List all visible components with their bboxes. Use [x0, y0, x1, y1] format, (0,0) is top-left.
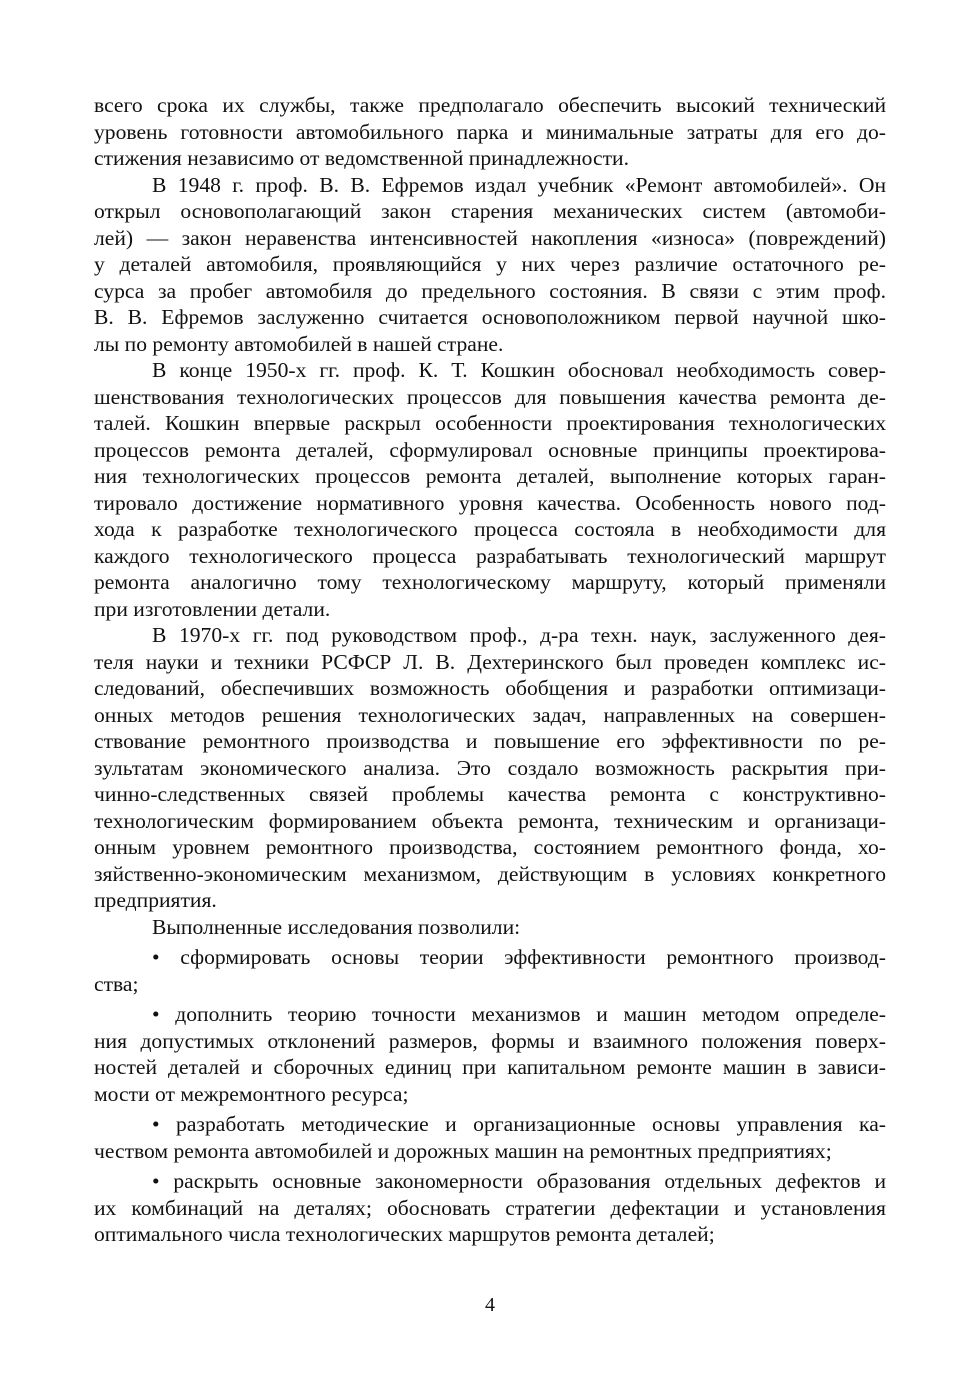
text-line: шенствования технологических процессов для повышения качества ремонта де-	[94, 384, 886, 409]
text-line: В 1970-х гг. под руководством проф., д-ра техн. наук, заслуженного дея-	[152, 623, 886, 647]
text-line: чеством ремонта автомобилей и дорожных машин на ремонтных предприятиях;	[94, 1138, 832, 1163]
text-line: зультатам экономического анализа. Это создало возможность раскрытия при-	[94, 755, 886, 780]
text-line: при изготовлении детали.	[94, 596, 331, 621]
text-line: талей. Кошкин впервые раскрыл особенности проектирования технологических	[94, 411, 886, 435]
text-line: В 1948 г. проф. В. В. Ефремов издал учебник «Ремонт автомобилей». Он	[152, 172, 886, 197]
text-line: ства;	[94, 971, 139, 996]
bullet-list-item	[94, 944, 886, 997]
paragraph	[94, 92, 886, 172]
text-line: • дополнить теорию точности механизмов и машин методом определе-	[152, 1002, 886, 1026]
text-line: сурса за пробег автомобиля до предельного состояния. В связи с этим проф.	[94, 278, 886, 303]
bullet-list-item	[94, 1111, 886, 1164]
text-line: открыл основополагающий закон старения механических систем (автомоби-	[94, 199, 886, 223]
text-line: процессов ремонта деталей, сформулировал основные принципы проектирова-	[94, 437, 886, 462]
text-line: всего срока их службы, также предполагало обеспечить высокий технический	[94, 93, 886, 117]
text-line: у деталей автомобиля, проявляющийся у них через различие остаточного ре-	[94, 252, 886, 276]
text-line: ния технологических процессов ремонта деталей, выполнение которых гаран-	[94, 464, 886, 488]
text-line: чинно-следственных связей проблемы качества ремонта с конструктивно-	[94, 782, 886, 806]
text-line: Выполненные исследования позволили:	[152, 914, 521, 939]
text-line: теля науки и техники РСФСР Л. В. Дехтеринского был проведен комплекс ис-	[94, 649, 886, 674]
text-line: технологическим формированием объекта ремонта, техническим и организаци-	[94, 808, 886, 833]
text-line: тировало достижение нормативного уровня качества. Особенность нового под-	[94, 490, 886, 515]
bullet-list-item	[94, 1168, 886, 1248]
text-line: хода к разработке технологического процесса состояла в необходимости для	[94, 517, 886, 541]
text-line: ствование ремонтного производства и повышение его эффективности по ре-	[94, 729, 886, 753]
text-line: следований, обеспечивших возможность обобщения и разработки оптимизаци-	[94, 676, 886, 700]
text-line: • раскрыть основные закономерности образования отдельных дефектов и	[152, 1169, 886, 1193]
text-line: уровень готовности автомобильного парка и минимальные затраты для его до-	[94, 119, 886, 144]
text-line: ностей деталей и сборочных единиц при капитальном ремонте машин в зависи-	[94, 1055, 886, 1079]
text-line: В конце 1950-х гг. проф. К. Т. Кошкин обосновал необходимость совер-	[152, 358, 886, 382]
text-line: стижения независимо от ведомственной принадлежности.	[94, 146, 629, 170]
paragraph	[94, 622, 886, 914]
text-line: ния допустимых отклонений размеров, формы и взаимного положения поверх-	[94, 1028, 886, 1053]
text-line: их комбинаций на деталях; обосновать стратегии дефектации и установления	[94, 1195, 886, 1220]
page-body	[94, 92, 886, 1248]
text-line: лы по ремонту автомобилей в нашей стране.	[94, 331, 504, 356]
text-line: • сформировать основы теории эффективности ремонтного производ-	[152, 945, 886, 969]
text-line: лей) — закон неравенства интенсивностей накопления «износа» (повреждений)	[94, 225, 886, 250]
bullet-list-item	[94, 1001, 886, 1107]
text-line: оптимального числа технологических маршрутов ремонта деталей;	[94, 1222, 715, 1246]
paragraph	[94, 914, 886, 941]
text-line: предприятия.	[94, 888, 217, 912]
text-line: онным уровнем ремонтного производства, состоянием ремонтного фонда, хо-	[94, 835, 886, 859]
text-line: • разработать методические и организационные основы управления ка-	[152, 1112, 886, 1136]
text-line: ремонта аналогично тому технологическому маршруту, который применяли	[94, 570, 886, 594]
paragraph	[94, 357, 886, 622]
text-line: каждого технологического процесса разрабатывать технологический маршрут	[94, 543, 886, 568]
paragraph	[94, 172, 886, 358]
text-line: онных методов решения технологических задач, направленных на совершен-	[94, 702, 886, 727]
text-line: зяйственно-экономическим механизмом, действующим в условиях конкретного	[94, 861, 886, 886]
text-line: мости от межремонтного ресурса;	[94, 1081, 409, 1106]
text-line: В. В. Ефремов заслуженно считается основоположником первой научной шко-	[94, 305, 886, 329]
page-number: 4	[485, 1294, 495, 1316]
